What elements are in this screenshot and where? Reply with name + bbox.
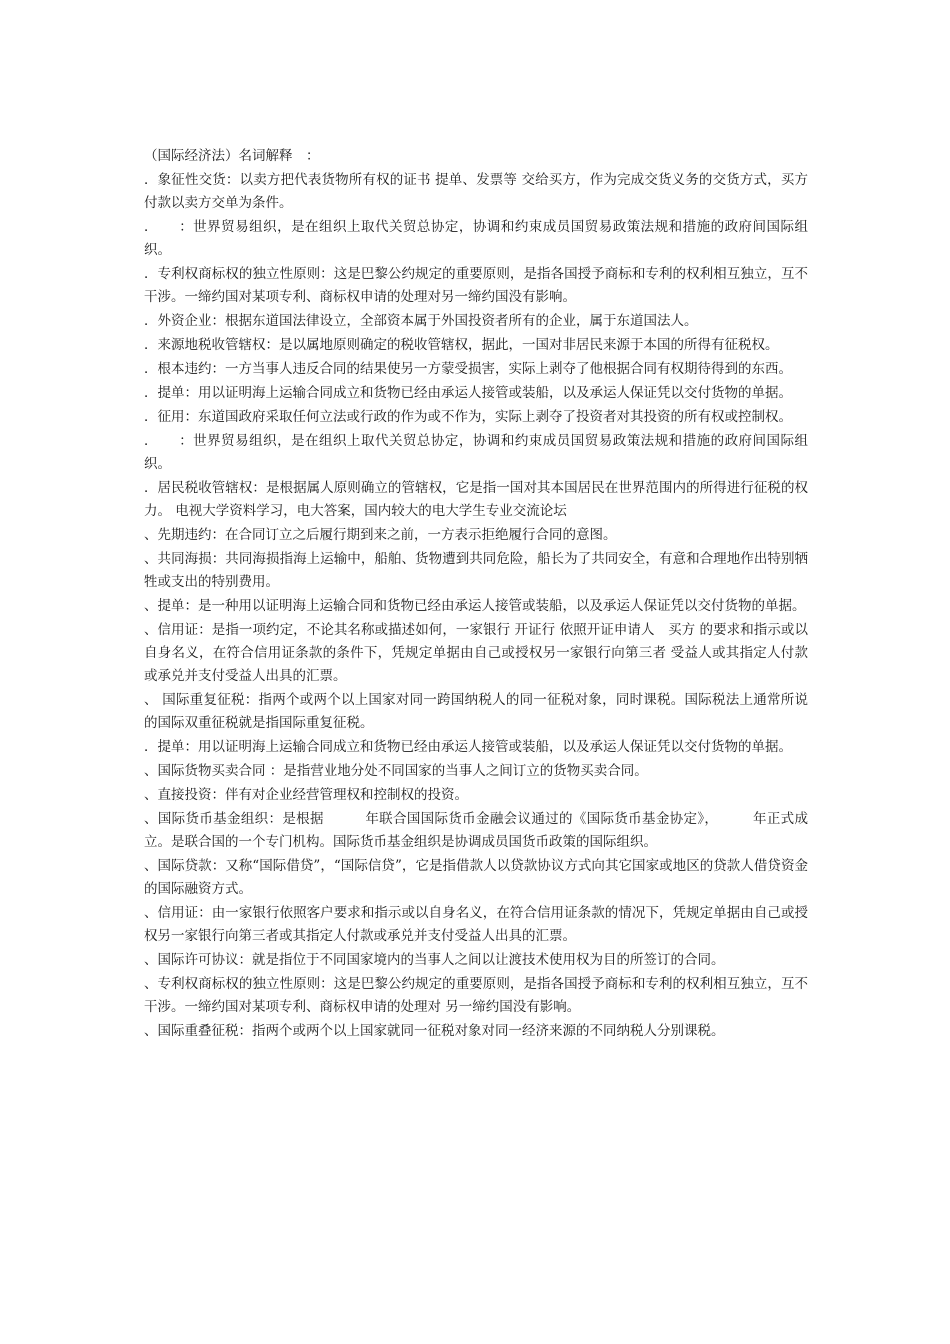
term-entry: 、直接投资：伴有对企业经营管理权和控制权的投资。 (144, 787, 468, 803)
term-entry: ．专利权商标权的独立性原则：这是巴黎公约规定的重要原则，是指各国授予商标和专利的权利相互独立，互不干涉。一缔约国对某项专利、商标权申请的处理对另一缔约国没有影响。 (144, 266, 808, 305)
term-entry: 、先期违约：在合同订立之后履行期到来之前，一方表示拒绝履行合同的意图。 (144, 527, 617, 543)
term-entry: ．提单：用以证明海上运输合同成立和货物已经由承运人接管或装船，以及承运人保证凭以交付货物的单据。 (144, 385, 792, 401)
term-entry: 、国际货币基金组织：是根据 年联合国国际货币金融会议通过的《国际货币基金协定》， 年正式成立。是联合国的一个专门机构。国际货币基金组织是协调成员国货币政策的国际组织。 (144, 811, 808, 850)
term-entry: ． ：世界贸易组织，是在组织上取代关贸总协定，协调和约束成员国贸易政策法规和措施的政府间国际组织。 (144, 433, 808, 472)
document-body (144, 145, 808, 1044)
term-entry: ．外资企业：根据东道国法律设立，全部资本属于外国投资者所有的企业，属于东道国法人。 (144, 313, 698, 329)
term-entry: ．居民税收管辖权：是根据属人原则确立的管辖权，它是指一国对其本国居民在世界范围内的所得进行征税的权力。 电视大学资料学习，电大答案，国内较大的电大学生专业交流论坛 (144, 480, 808, 519)
term-entry: 、专利权商标权的独立性原则：这是巴黎公约规定的重要原则，是指各国授予商标和专利的权利相互独立，互不干涉。一缔约国对某项专利、商标权申请的处理对 另一缔约国没有影响。 (144, 976, 808, 1015)
term-entry: ．象征性交货：以卖方把代表货物所有权的证书 提单、发票等 交给买方，作为完成交货义务的交货方式，买方付款以卖方交单为条件。 (144, 172, 808, 211)
term-entry: 、信用证：由一家银行依照客户要求和指示或以自身名义，在符合信用证条款的情况下，凭规定单据由自己或授权另一家银行向第三者或其指定人付款或承兑并支付受益人出具的汇票。 (144, 905, 808, 944)
term-entry: 、国际货物买卖合同 ：是指营业地分处不同国家的当事人之间订立的货物买卖合同。 (144, 763, 648, 779)
term-entry: 、共同海损：共同海损指海上运输中，船舶、货物遭到共同危险，船长为了共同安全，有意和合理地作出特别牺牲或支出的特别费用。 (144, 551, 808, 590)
term-entry: ．根本违约：一方当事人违反合同的结果使另一方蒙受损害，实际上剥夺了他根据合同有权期待得到的东西。 (144, 361, 792, 377)
term-entry: ．征用：东道国政府采取任何立法或行政的作为或不作为，实际上剥夺了投资者对其投资的所有权或控制权。 (144, 409, 792, 425)
term-entry: 、国际重叠征税：指两个或两个以上国家就同一征税对象对同一经济来源的不同纳税人分别课税。 (144, 1023, 725, 1039)
term-entry: 、提单：是一种用以证明海上运输合同和货物已经由承运人接管或装船，以及承运人保证凭以交付货物的单据。 (144, 598, 806, 614)
term-entry: ． ：世界贸易组织，是在组织上取代关贸总协定，协调和约束成员国贸易政策法规和措施的政府间国际组织。 (144, 219, 808, 258)
term-entry: 、国际贷款：又称“国际借贷”，“国际信贷”，它是指借款人以贷款协议方式向其它国家或地区的贷款人借贷资金的国际融资方式。 (144, 858, 808, 897)
term-entry: 、国际许可协议：就是指位于不同国家境内的当事人之间以让渡技术使用权为目的所签订的合同。 (144, 952, 725, 968)
term-entry: 、 国际重复征税：指两个或两个以上国家对同一跨国纳税人的同一征税对象，同时课税。国际税法上通常所说的国际双重征税就是指国际重复征税。 (144, 692, 808, 731)
term-entry: ．提单：用以证明海上运输合同成立和货物已经由承运人接管或装船，以及承运人保证凭以交付货物的单据。 (144, 739, 792, 755)
term-entry: ．来源地税收管辖权：是以属地原则确定的税收管辖权，据此，一国对非居民来源于本国的所得有征税权。 (144, 337, 779, 353)
document-title: （国际经济法）名词解释 ： (144, 148, 320, 164)
term-entry: 、信用证：是指一项约定，不论其名称或描述如何，一家银行 开证行 依照开证申请人 买方 的要求和指示或以自身名义，在符合信用证条款的条件下，凭规定单据由自己或授权另一家银行向第三者 受益人或其指定人付款或承兑并支付受益人出具的汇票。 (144, 622, 808, 684)
